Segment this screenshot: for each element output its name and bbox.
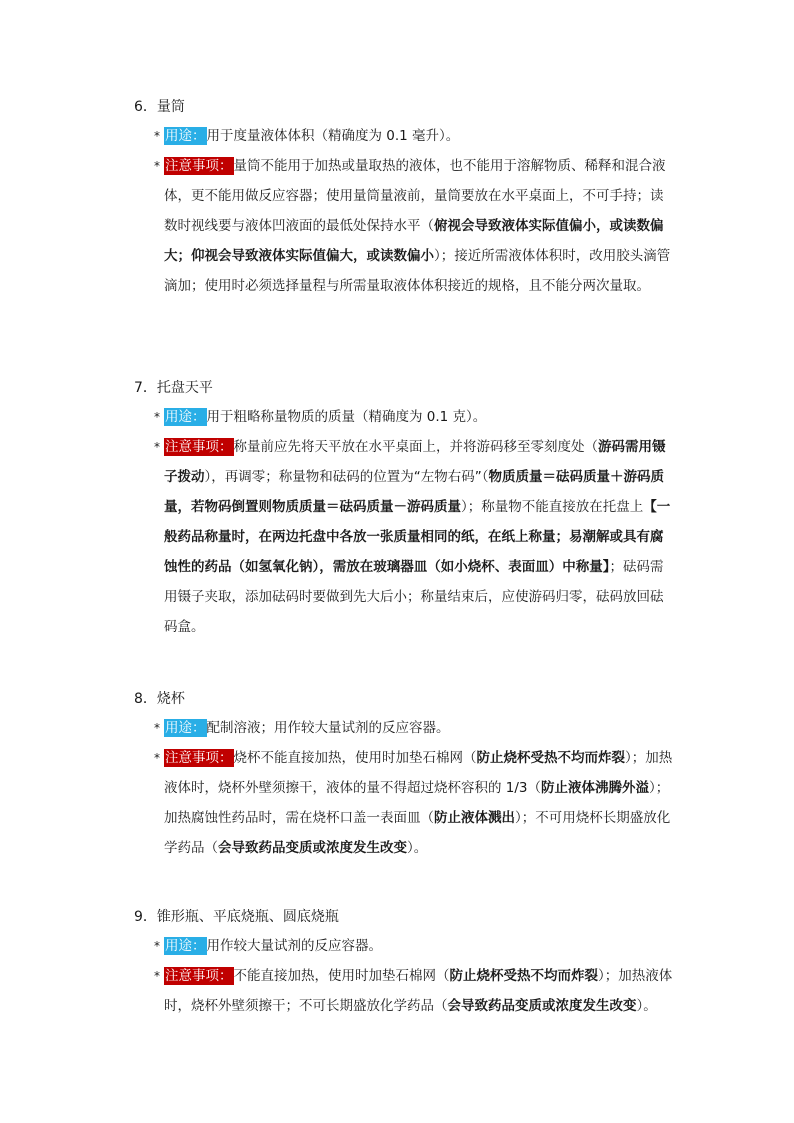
text-run: 配制溶液；用作较大量试剂的反应容器。	[206, 720, 450, 736]
bold-text: 物质质量＝砝码质量＋游码质量，若物码倒置则物质质量＝砝码质量－游码质量	[164, 469, 664, 515]
section-title: 6．量筒	[134, 99, 185, 115]
text-run: ）；称量物不能直接放在托盘上	[461, 499, 644, 515]
bold-text: 俯视会导致液体实际值偏小，或读数偏大；仰视会导致液体实际值偏大，或读数偏小	[164, 218, 664, 264]
note-text	[164, 158, 670, 294]
note-text	[164, 968, 672, 1014]
note-item	[134, 151, 674, 301]
bullet-star: *	[154, 410, 160, 424]
bold-text: 防止烧杯受热不均而炸裂	[476, 750, 625, 766]
use-item	[134, 402, 674, 432]
text-run: 用作较大量试剂的反应容器。	[206, 938, 382, 954]
text-run: 用于度量液体体积（精确度为 0.1 毫升）。	[206, 128, 460, 144]
use-text	[207, 409, 487, 425]
section-flasks	[134, 907, 674, 1021]
text-run: ），再调零；称量物和砝码的位置为“左物右码”（	[204, 469, 489, 485]
use-text	[207, 938, 383, 954]
use-tag: 用途：	[165, 938, 206, 954]
note-text	[164, 439, 670, 635]
text-run: ）；接近所需液体体积时，改用胶头滴管滴加；使用时必须选择量程与所需量取液体体积接近的规格，且不能分两次量取。	[164, 248, 671, 294]
text-run: ）。	[407, 840, 428, 856]
use-tag: 用途：	[165, 409, 206, 425]
section-measuring-cylinder	[134, 97, 674, 301]
text-run: 用于粗略称量物质的质量（精确度为 0.1 克）。	[206, 409, 487, 425]
text-run: ；砝码需用镊子夹取，添加砝码时要做到先大后小；称量结束后，应使游码归零，砝码放回砝码盒。	[164, 559, 664, 635]
use-item	[134, 713, 674, 743]
note-text	[164, 750, 672, 856]
use-item	[134, 121, 674, 151]
bullet-star: *	[154, 159, 160, 173]
note-item	[134, 961, 674, 1021]
use-tag: 用途：	[165, 720, 206, 736]
note-item	[134, 432, 674, 642]
bold-text: 防止烧杯受热不均而炸裂	[449, 968, 598, 984]
use-text	[207, 128, 460, 144]
bullet-star: *	[154, 939, 160, 953]
bullet-star: *	[154, 440, 160, 454]
bullet-star: *	[154, 969, 160, 983]
section-title: 7．托盘天平	[134, 380, 213, 396]
note-item	[134, 743, 674, 863]
bullet-star: *	[154, 721, 160, 735]
bold-text: 【一般药品称量时，在两边托盘中各放一张质量相同的纸，在纸上称量；易潮解或具有腐蚀性的药品（如氢氧化钠），需放在玻璃器皿（如小烧杯、表面皿）中称量】	[164, 499, 671, 575]
bold-text: 会导致药品变质或浓度发生改变	[447, 998, 637, 1014]
use-text	[207, 720, 450, 736]
section-beaker	[134, 689, 674, 863]
text-run: ）；加热液体时，烧杯外壁须擦干；不可长期盛放化学药品（	[164, 968, 673, 1014]
use-tag: 用途：	[165, 128, 206, 144]
note-tag: 注意事项：	[165, 968, 233, 984]
text-run: 不能直接加热，使用时加垫石棉网（	[233, 968, 450, 984]
bullet-star: *	[154, 751, 160, 765]
bold-text: 防止液体沸腾外溢	[541, 780, 650, 796]
text-run: 称量前应先将天平放在水平桌面上，并将游码移至零刻度处（	[233, 439, 598, 455]
section-tray-balance	[134, 378, 674, 642]
text-run: ）。	[636, 998, 657, 1014]
text-run: ）；加热腐蚀性药品时，需在烧杯口盖一表面皿（	[164, 780, 670, 826]
note-tag: 注意事项：	[165, 750, 233, 766]
text-run: ）；不可用烧杯长期盛放化学药品（	[164, 810, 671, 856]
bold-text: 防止液体溅出	[434, 810, 515, 826]
bold-text: 会导致药品变质或浓度发生改变	[218, 840, 407, 856]
bullet-star: *	[154, 129, 160, 143]
note-tag: 注意事项：	[165, 158, 233, 174]
use-item	[134, 931, 674, 961]
section-title: 8．烧杯	[134, 691, 185, 707]
section-title: 9．锥形瓶、平底烧瓶、圆底烧瓶	[134, 909, 339, 925]
note-tag: 注意事项：	[165, 439, 233, 455]
text-run: ）；加热液体时，烧杯外壁须擦干，液体的量不得超过烧杯容积的 1/3（	[164, 750, 673, 796]
text-run: 量筒不能用于加热或量取热的液体，也不能用于溶解物质、稀释和混合液体，更不能用做反应容器；使用量筒量液前，量筒要放在水平桌面上，不可手持；读数时视线要与液体凹液面的最低处保持水平（	[164, 158, 666, 234]
text-run: 烧杯不能直接加热，使用时加垫石棉网（	[233, 750, 477, 766]
bold-text: 游码需用镊子拨动	[164, 439, 666, 485]
